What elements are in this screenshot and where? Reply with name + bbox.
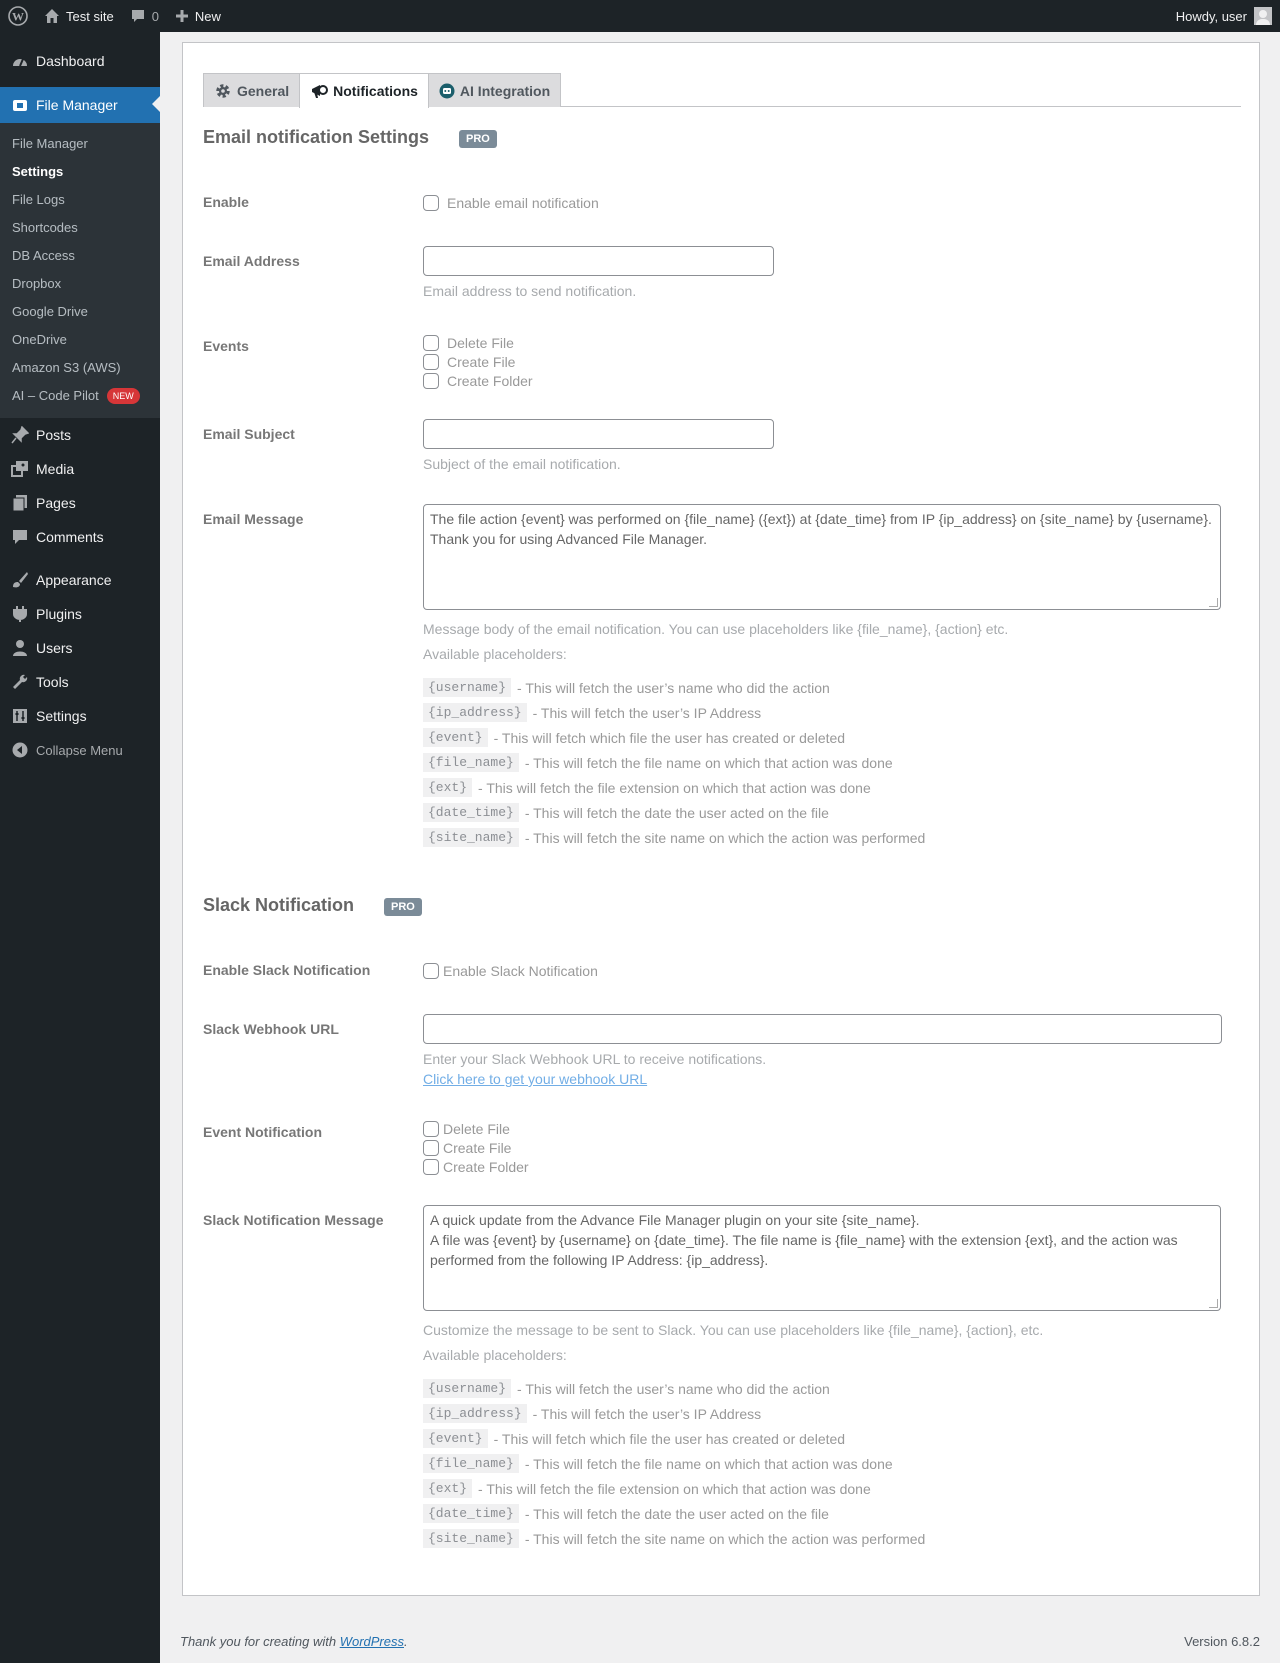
placeholder-code: {site_name}	[423, 828, 519, 847]
event-create-file-checkbox[interactable]	[423, 354, 439, 370]
placeholder-code: {username}	[423, 678, 511, 697]
tab-label: AI Integration	[459, 82, 551, 99]
enable-slack-label: Enable Slack Notification	[203, 962, 371, 978]
placeholder-code: {ext}	[423, 778, 472, 797]
event-delete-file-checkbox[interactable]	[423, 335, 439, 351]
enable-slack-checkbox[interactable]	[423, 963, 439, 979]
user-icon	[10, 638, 30, 658]
email-address-desc: Email address to send notification.	[423, 283, 637, 299]
placeholder-code: {event}	[423, 728, 488, 747]
events-label: Events	[203, 338, 249, 354]
slack-webhook-label: Slack Webhook URL	[203, 1021, 339, 1037]
slack-event-delete-file-checkbox[interactable]	[423, 1121, 439, 1137]
wordpress-logo-icon[interactable]	[0, 0, 36, 32]
comments-count: 0	[151, 8, 159, 24]
pro-badge: PRO	[459, 130, 497, 148]
event-create-folder-checkbox[interactable]	[423, 373, 439, 389]
menu-plugins[interactable]	[0, 597, 160, 631]
list-item	[423, 825, 925, 850]
event-label: Create Folder	[447, 372, 533, 389]
email-address-input[interactable]	[423, 246, 774, 276]
available-placeholders-label: Available placeholders:	[423, 1347, 567, 1363]
slack-message-desc: Customize the message to be sent to Slack. You can use placeholders like {file_name}, {action}, etc.	[423, 1322, 1044, 1338]
list-item	[423, 675, 925, 700]
placeholder-code: {ip_address}	[423, 1404, 527, 1423]
comments-icon	[10, 527, 30, 547]
email-subject-input[interactable]	[423, 419, 774, 449]
avatar	[1254, 7, 1272, 25]
footer-period: .	[404, 1634, 408, 1649]
site-name: Test site	[66, 8, 114, 24]
event-notification-label: Event Notification	[203, 1124, 323, 1140]
email-events-group	[423, 333, 533, 390]
submenu-shortcodes[interactable]: Shortcodes	[12, 220, 78, 235]
email-subject-label: Email Subject	[203, 426, 295, 442]
slack-event-create-file-checkbox[interactable]	[423, 1140, 439, 1156]
enable-slack-text: Enable Slack Notification	[443, 962, 598, 979]
menu-label: Users	[36, 640, 73, 656]
slack-message-label: Slack Notification Message	[203, 1212, 384, 1228]
placeholder-code: {file_name}	[423, 753, 519, 772]
placeholder-code: {ext}	[423, 1479, 472, 1498]
settings-tabs	[203, 73, 1241, 107]
placeholder-code: {file_name}	[423, 1454, 519, 1473]
event-label: Delete File	[447, 334, 514, 351]
menu-users[interactable]	[0, 631, 160, 665]
wrench-icon	[10, 672, 30, 692]
admin-sidebar	[0, 32, 160, 1663]
list-item	[423, 725, 925, 750]
menu-tools[interactable]	[0, 665, 160, 699]
list-item	[423, 1476, 925, 1501]
enable-email-checkbox[interactable]	[423, 195, 439, 211]
menu-file-manager[interactable]	[0, 87, 160, 123]
submenu-google-drive[interactable]: Google Drive	[12, 304, 88, 319]
available-placeholders-label: Available placeholders:	[423, 646, 567, 662]
placeholder-desc: - This will fetch the user’s IP Address	[532, 1405, 762, 1422]
submenu-file-logs[interactable]: File Logs	[12, 192, 65, 207]
menu-comments[interactable]	[0, 520, 160, 554]
my-account[interactable]	[1168, 0, 1280, 32]
pro-badge: PRO	[384, 898, 422, 916]
slack-webhook-input[interactable]	[423, 1014, 1222, 1044]
placeholder-code: {event}	[423, 1429, 488, 1448]
new-badge: NEW	[107, 388, 140, 404]
folder-icon	[10, 95, 30, 115]
plus-icon	[175, 9, 189, 23]
placeholder-desc: - This will fetch the file name on which that action was done	[524, 1455, 893, 1472]
event-label: Create File	[443, 1139, 512, 1156]
list-item	[423, 1376, 925, 1401]
new-label: New	[194, 8, 221, 24]
tab-general[interactable]	[203, 73, 300, 107]
email-message-textarea[interactable]: The file action {event} was performed on {file_name} ({ext}) at {date_time} from IP {ip_address} on {site_name} by {username}. Thank you for using Advanced File Manager.	[423, 504, 1221, 610]
menu-appearance[interactable]	[0, 563, 160, 597]
menu-media[interactable]	[0, 452, 160, 486]
list-item	[423, 1526, 925, 1551]
menu-label: Media	[36, 461, 75, 477]
media-icon	[10, 459, 30, 479]
new-content-link[interactable]	[167, 0, 229, 32]
menu-label: Comments	[36, 529, 104, 545]
enable-label: Enable	[203, 194, 249, 210]
wordpress-link[interactable]: WordPress	[339, 1634, 404, 1649]
paintbrush-icon	[10, 570, 30, 590]
event-label: Create Folder	[443, 1158, 529, 1175]
comment-bubble-icon	[130, 8, 146, 24]
tab-label: Notifications	[333, 83, 418, 99]
list-item	[423, 1426, 925, 1451]
submenu-settings[interactable]: Settings	[12, 164, 64, 179]
submenu-amazon-s3[interactable]: Amazon S3 (AWS)	[12, 360, 121, 375]
placeholder-desc: - This will fetch the user’s name who did the action	[517, 1380, 830, 1397]
placeholder-desc: - This will fetch the file extension on which that action was done	[478, 1480, 871, 1497]
webhook-url-link[interactable]: Click here to get your webhook URL	[423, 1071, 648, 1087]
placeholder-desc: - This will fetch the file extension on which that action was done	[478, 779, 871, 796]
slack-event-create-folder-checkbox[interactable]	[423, 1159, 439, 1175]
placeholder-code: {date_time}	[423, 1504, 519, 1523]
footer-version: Version 6.8.2	[1184, 1634, 1260, 1649]
slack-webhook-desc: Enter your Slack Webhook URL to receive notifications.	[423, 1051, 767, 1067]
placeholder-code: {date_time}	[423, 803, 519, 822]
slack-placeholder-list	[423, 1376, 925, 1551]
settings-sliders-icon	[10, 706, 30, 726]
menu-dashboard[interactable]	[0, 44, 160, 78]
tab-notifications[interactable]	[299, 73, 429, 108]
placeholder-desc: - This will fetch the date the user acted on the file	[524, 804, 829, 821]
submenu-label: AI – Code Pilot	[12, 388, 99, 403]
enable-email-text: Enable email notification	[447, 194, 599, 211]
placeholder-desc: - This will fetch the site name on which the action was performed	[524, 829, 926, 846]
placeholder-desc: - This will fetch the user’s name who did the action	[517, 679, 830, 696]
placeholder-code: {ip_address}	[423, 703, 527, 722]
collapse-arrow-icon	[10, 740, 30, 760]
list-item	[423, 1401, 925, 1426]
email-address-label: Email Address	[203, 253, 300, 269]
menu-label: Tools	[36, 674, 69, 690]
enable-slack-control	[423, 961, 598, 980]
menu-label: Posts	[36, 427, 72, 443]
svg-text:W: W	[12, 9, 24, 24]
placeholder-desc: - This will fetch the file name on which that action was done	[524, 754, 893, 771]
menu-label: Plugins	[36, 606, 82, 622]
list-item	[423, 1451, 925, 1476]
dashboard-icon	[10, 51, 30, 71]
placeholder-desc: - This will fetch the date the user acted on the file	[524, 1505, 829, 1522]
list-item	[423, 700, 925, 725]
email-message-desc: Message body of the email notification. You can use placeholders like {file_name}, {action} etc.	[423, 621, 1009, 637]
menu-label: Settings	[36, 708, 87, 724]
menu-label: Pages	[36, 495, 76, 511]
submenu-file-manager[interactable]: File Manager	[12, 136, 88, 151]
placeholder-code: {username}	[423, 1379, 511, 1398]
submenu-db-access[interactable]: DB Access	[12, 248, 75, 263]
placeholder-code: {site_name}	[423, 1529, 519, 1548]
list-item	[423, 800, 925, 825]
howdy-text: Howdy, user	[1175, 8, 1247, 24]
placeholder-desc: - This will fetch the site name on which the action was performed	[524, 1530, 926, 1547]
enable-email-control	[423, 193, 599, 212]
footer-thanks-text: Thank you for creating with	[180, 1634, 340, 1649]
menu-label: File Manager	[36, 97, 118, 113]
admin-bar	[0, 0, 1280, 32]
list-item	[423, 775, 925, 800]
submenu-ai-code-pilot[interactable]	[0, 382, 160, 410]
slack-message-textarea[interactable]: A quick update from the Advance File Manager plugin on your site {site_name}. A file was {event} by {username} on {date_time}. The file name is {file_name} with the extension {ext}, and the action was performed from the following IP Address: {ip_address}.	[423, 1205, 1221, 1311]
tab-label: General	[237, 82, 290, 99]
placeholder-desc: - This will fetch which file the user has created or deleted	[493, 1430, 846, 1447]
menu-pages[interactable]	[0, 486, 160, 520]
email-message-label: Email Message	[203, 511, 304, 527]
home-icon	[44, 8, 60, 24]
file-manager-submenu	[0, 123, 160, 418]
submenu-dropbox[interactable]: Dropbox	[12, 276, 62, 291]
slack-events-group	[423, 1119, 529, 1176]
email-subject-desc: Subject of the email notification.	[423, 456, 621, 472]
list-item	[423, 1501, 925, 1526]
submenu-onedrive[interactable]: OneDrive	[12, 332, 67, 347]
settings-panel	[182, 42, 1260, 1596]
menu-label: Collapse Menu	[36, 742, 123, 758]
menu-settings[interactable]	[0, 699, 160, 733]
email-placeholder-list	[423, 675, 925, 850]
footer-thanks	[180, 1634, 408, 1649]
menu-label: Appearance	[36, 572, 112, 588]
collapse-menu-button[interactable]	[0, 733, 160, 767]
menu-posts[interactable]	[0, 418, 160, 452]
plugin-icon	[10, 604, 30, 624]
comments-link[interactable]	[122, 0, 167, 32]
tab-ai-integration[interactable]	[428, 73, 561, 107]
slack-section-heading: Slack Notification	[203, 895, 355, 915]
event-label: Create File	[447, 353, 516, 370]
menu-label: Dashboard	[36, 53, 105, 69]
site-name-link[interactable]	[36, 0, 122, 32]
megaphone-icon	[310, 82, 328, 100]
placeholder-desc: - This will fetch the user’s IP Address	[532, 704, 762, 721]
event-label: Delete File	[443, 1120, 510, 1137]
email-section-heading: Email notification Settings	[203, 127, 430, 147]
list-item	[423, 750, 925, 775]
gear-icon	[214, 82, 232, 100]
pages-icon	[10, 493, 30, 513]
ai-robot-icon	[439, 83, 455, 99]
placeholder-desc: - This will fetch which file the user has created or deleted	[493, 729, 846, 746]
pushpin-icon	[10, 425, 30, 445]
